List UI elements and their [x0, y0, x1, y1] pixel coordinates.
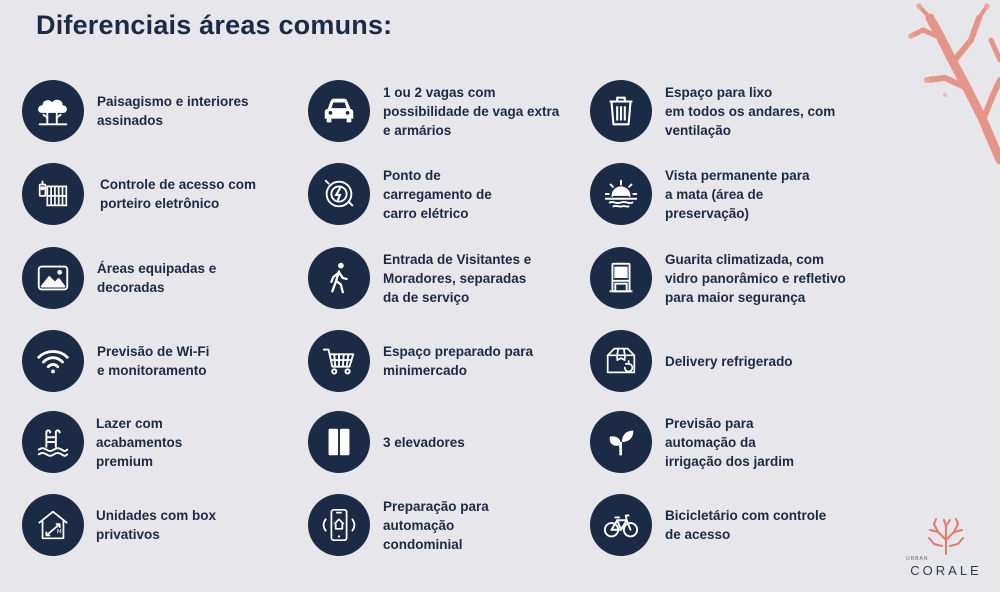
feature-parking: [308, 80, 578, 142]
feature-wifi: [22, 330, 297, 392]
sprout-icon: [590, 411, 652, 473]
shopping-cart-icon: [308, 330, 370, 392]
feature-elevators: [308, 411, 583, 473]
coral-decoration-icon: [875, 0, 1000, 165]
feature-label: Previsão de Wi-Fi e monitoramento: [97, 344, 210, 378]
feature-separate-entrance: [308, 247, 583, 309]
feature-label: Bicicletário com controle de acesso: [665, 508, 827, 542]
feature-label: Paisagismo e interiores assinados: [97, 94, 249, 128]
feature-garden-irrigation: [590, 411, 865, 473]
feature-leisure: [22, 411, 296, 473]
feature-label: Delivery refrigerado: [665, 353, 793, 369]
smartphone-home-icon: [308, 494, 370, 556]
feature-label: Preparação para automação condominial: [383, 498, 489, 552]
feature-landscaping: [22, 80, 297, 142]
feature-access-control: [22, 163, 300, 225]
feature-label: Espaço preparado para minimercado: [383, 344, 534, 378]
feature-label: 3 elevadores: [383, 434, 465, 450]
ev-charger-icon: [308, 163, 370, 225]
tree-icon: [22, 80, 84, 142]
feature-label: Ponto de carregamento de carro elétrico: [383, 167, 492, 221]
intercom-gate-icon: [22, 163, 84, 225]
feature-label: Unidades com box privativos: [96, 508, 217, 542]
feature-label: Espaço para lixo em todos os andares, com ventilação: [665, 84, 836, 138]
feature-forest-view: [590, 163, 865, 225]
page-title: Diferenciais áreas comuns:: [36, 10, 393, 40]
trash-can-icon: [590, 80, 652, 142]
feature-label: Controle de acesso com porteiro eletrônico: [100, 177, 257, 211]
bicycle-icon: [590, 494, 652, 556]
feature-trash-room: [590, 80, 865, 142]
sunrise-icon: [590, 163, 652, 225]
feature-label: Vista permanente para a mata (área de preservação): [665, 167, 810, 221]
brand-tagline: URBAN: [906, 556, 929, 562]
image-icon: [22, 247, 84, 309]
feature-ev-charging: [308, 163, 583, 225]
wifi-icon: [22, 330, 84, 392]
feature-label: Guarita climatizada, com vidro panorâmico e refletivo para maior segurança: [665, 251, 846, 305]
feature-building-automation: [308, 494, 583, 556]
feature-label: 1 ou 2 vagas com possibilidade de vaga extra e armários: [383, 84, 560, 138]
coral-logo-icon: [924, 516, 968, 556]
feature-guard-booth: [590, 247, 875, 309]
brand-name: CORALE: [910, 563, 982, 578]
delivery-box-icon: [590, 330, 652, 392]
feature-equipped-areas: [22, 247, 297, 309]
feature-private-box: [22, 494, 296, 556]
house-area-icon: [22, 494, 84, 556]
feature-bicycle-storage: [590, 494, 865, 556]
feature-label: Áreas equipadas e decoradas: [97, 261, 217, 295]
feature-label: Previsão para automação da irrigação dos jardim: [665, 415, 795, 469]
guard-booth-icon: [590, 247, 652, 309]
feature-refrigerated-delivery: [590, 330, 865, 392]
feature-label: Lazer com acabamentos premium: [96, 415, 183, 469]
walking-person-icon: [308, 247, 370, 309]
brand-logo: [906, 516, 986, 578]
svg-text:M²: M²: [56, 529, 64, 536]
pool-icon: [22, 411, 84, 473]
car-icon: [308, 80, 370, 142]
feature-minimarket: [308, 330, 583, 392]
feature-label: Entrada de Visitantes e Moradores, separadas da de serviço: [383, 251, 532, 305]
elevator-icon: [308, 411, 370, 473]
